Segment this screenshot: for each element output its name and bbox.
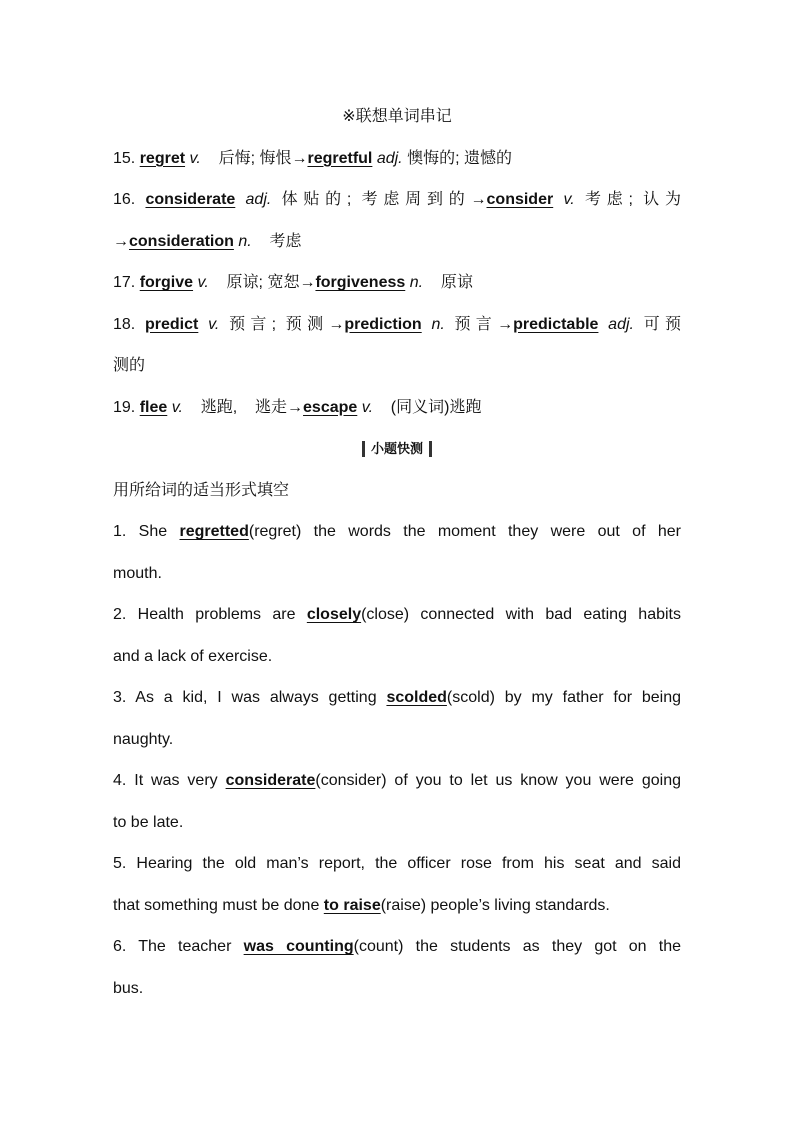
derived-word: predictable	[513, 315, 599, 333]
question-text: 4. It was very	[113, 772, 226, 789]
definition: 预言→	[454, 315, 514, 333]
headword: regret	[139, 149, 186, 167]
exercise-4	[113, 760, 681, 802]
question-text: (count) the students as they got on the	[353, 938, 682, 955]
definition: 可预	[643, 315, 681, 333]
arrow: →	[113, 232, 129, 250]
answer: regretted	[179, 523, 249, 540]
question-text: the officer rose from his seat and said	[375, 855, 681, 872]
part-of-speech: n.	[431, 315, 445, 333]
part-of-speech: v.	[563, 191, 575, 208]
question-text: I was always getting	[217, 689, 387, 706]
part-of-speech: adj.	[608, 315, 634, 333]
item-number: 18.	[113, 315, 136, 333]
question-text: that something must be done	[113, 896, 324, 914]
definition: 考虑	[269, 232, 302, 250]
definition: 体贴的;	[281, 191, 352, 208]
vocab-item-18-continued: 测的	[113, 357, 146, 374]
answer: was counting	[243, 938, 354, 955]
item-number: 17.	[113, 274, 136, 291]
part-of-speech: v.	[197, 274, 209, 291]
question-text: (regret) the words the moment they were out of her	[248, 523, 681, 540]
question-text: 5. Hearing the old man’s report,	[113, 855, 365, 872]
question-text: (close) connected with bad eating habits	[361, 606, 681, 623]
definition: (同义词)逃跑	[390, 398, 482, 416]
derived-word: forgiveness	[315, 274, 406, 291]
document-page	[113, 96, 681, 1009]
answer: scolded	[386, 689, 447, 706]
headword: predict	[144, 315, 199, 333]
part-of-speech: adj.	[245, 191, 272, 208]
exercise-3	[113, 677, 681, 719]
section-badge: 小题快测	[362, 441, 432, 457]
exercise-1-continued: mouth.	[113, 564, 162, 582]
definition: 逃走→	[255, 398, 304, 416]
derived-word: escape	[303, 398, 358, 416]
headword: flee	[139, 398, 168, 416]
derived-word: prediction	[344, 315, 422, 333]
exercise-5	[113, 843, 681, 885]
part-of-speech: adj.	[376, 149, 403, 167]
instruction: 用所给词的适当形式填空	[113, 481, 290, 499]
question-text: (raise) people’s living standards.	[380, 896, 610, 914]
part-of-speech: v.	[171, 398, 183, 416]
vocab-item-16-continued	[113, 221, 681, 263]
definition: 原谅; 宽恕→	[226, 274, 316, 291]
question-text: 1. She	[113, 523, 180, 540]
item-number: 19.	[113, 398, 136, 416]
exercise-2-continued: and a lack of exercise.	[113, 647, 273, 665]
question-text: 6. The teacher	[113, 938, 244, 955]
item-number: 16.	[113, 191, 136, 208]
question-text: (scold) by my father for being	[446, 689, 682, 706]
part-of-speech: v.	[361, 398, 374, 416]
exercise-2	[113, 594, 681, 636]
exercise-4-continued: to be late.	[113, 813, 184, 831]
definition: 考虑周到的→	[361, 191, 487, 208]
exercise-6	[113, 926, 681, 968]
derived-word: consideration	[129, 232, 234, 250]
vocab-item-16	[113, 179, 681, 221]
question-text: (consider) of you to let us know you were going	[315, 772, 681, 789]
definition: 后悔; 悔恨→	[218, 149, 308, 167]
part-of-speech: v.	[189, 149, 201, 167]
answer: considerate	[225, 772, 316, 789]
derived-word: consider	[486, 191, 554, 208]
section-title: ※联想单词串记	[342, 108, 452, 125]
question-text: 3. As a kid,	[113, 689, 208, 706]
item-number: 15.	[113, 149, 136, 167]
vocab-item-17	[113, 262, 681, 304]
exercise-1	[113, 511, 681, 553]
definition: 懊悔的; 遗憾的	[407, 149, 512, 167]
headword: considerate	[145, 191, 236, 208]
exercise-5-continued	[113, 885, 681, 927]
definition: 预言; 预测→	[229, 315, 345, 333]
answer: closely	[306, 606, 362, 623]
derived-word: regretful	[307, 149, 373, 167]
vocab-item-15	[113, 138, 681, 180]
answer: to raise	[323, 896, 381, 914]
exercise-3-continued: naughty.	[113, 730, 174, 748]
vocab-item-19	[113, 387, 681, 429]
exercise-6-continued: bus.	[113, 979, 144, 997]
definition: 原谅	[440, 274, 473, 291]
question-text: 2. Health problems are	[113, 606, 307, 623]
headword: forgive	[139, 274, 194, 291]
definition: 考虑; 认为	[584, 191, 681, 208]
part-of-speech: v.	[208, 315, 220, 333]
section-badge-row	[113, 428, 681, 470]
part-of-speech: n.	[238, 232, 252, 250]
vocab-item-18	[113, 304, 681, 346]
part-of-speech: n.	[409, 274, 424, 291]
definition: 逃跑,	[200, 398, 238, 416]
